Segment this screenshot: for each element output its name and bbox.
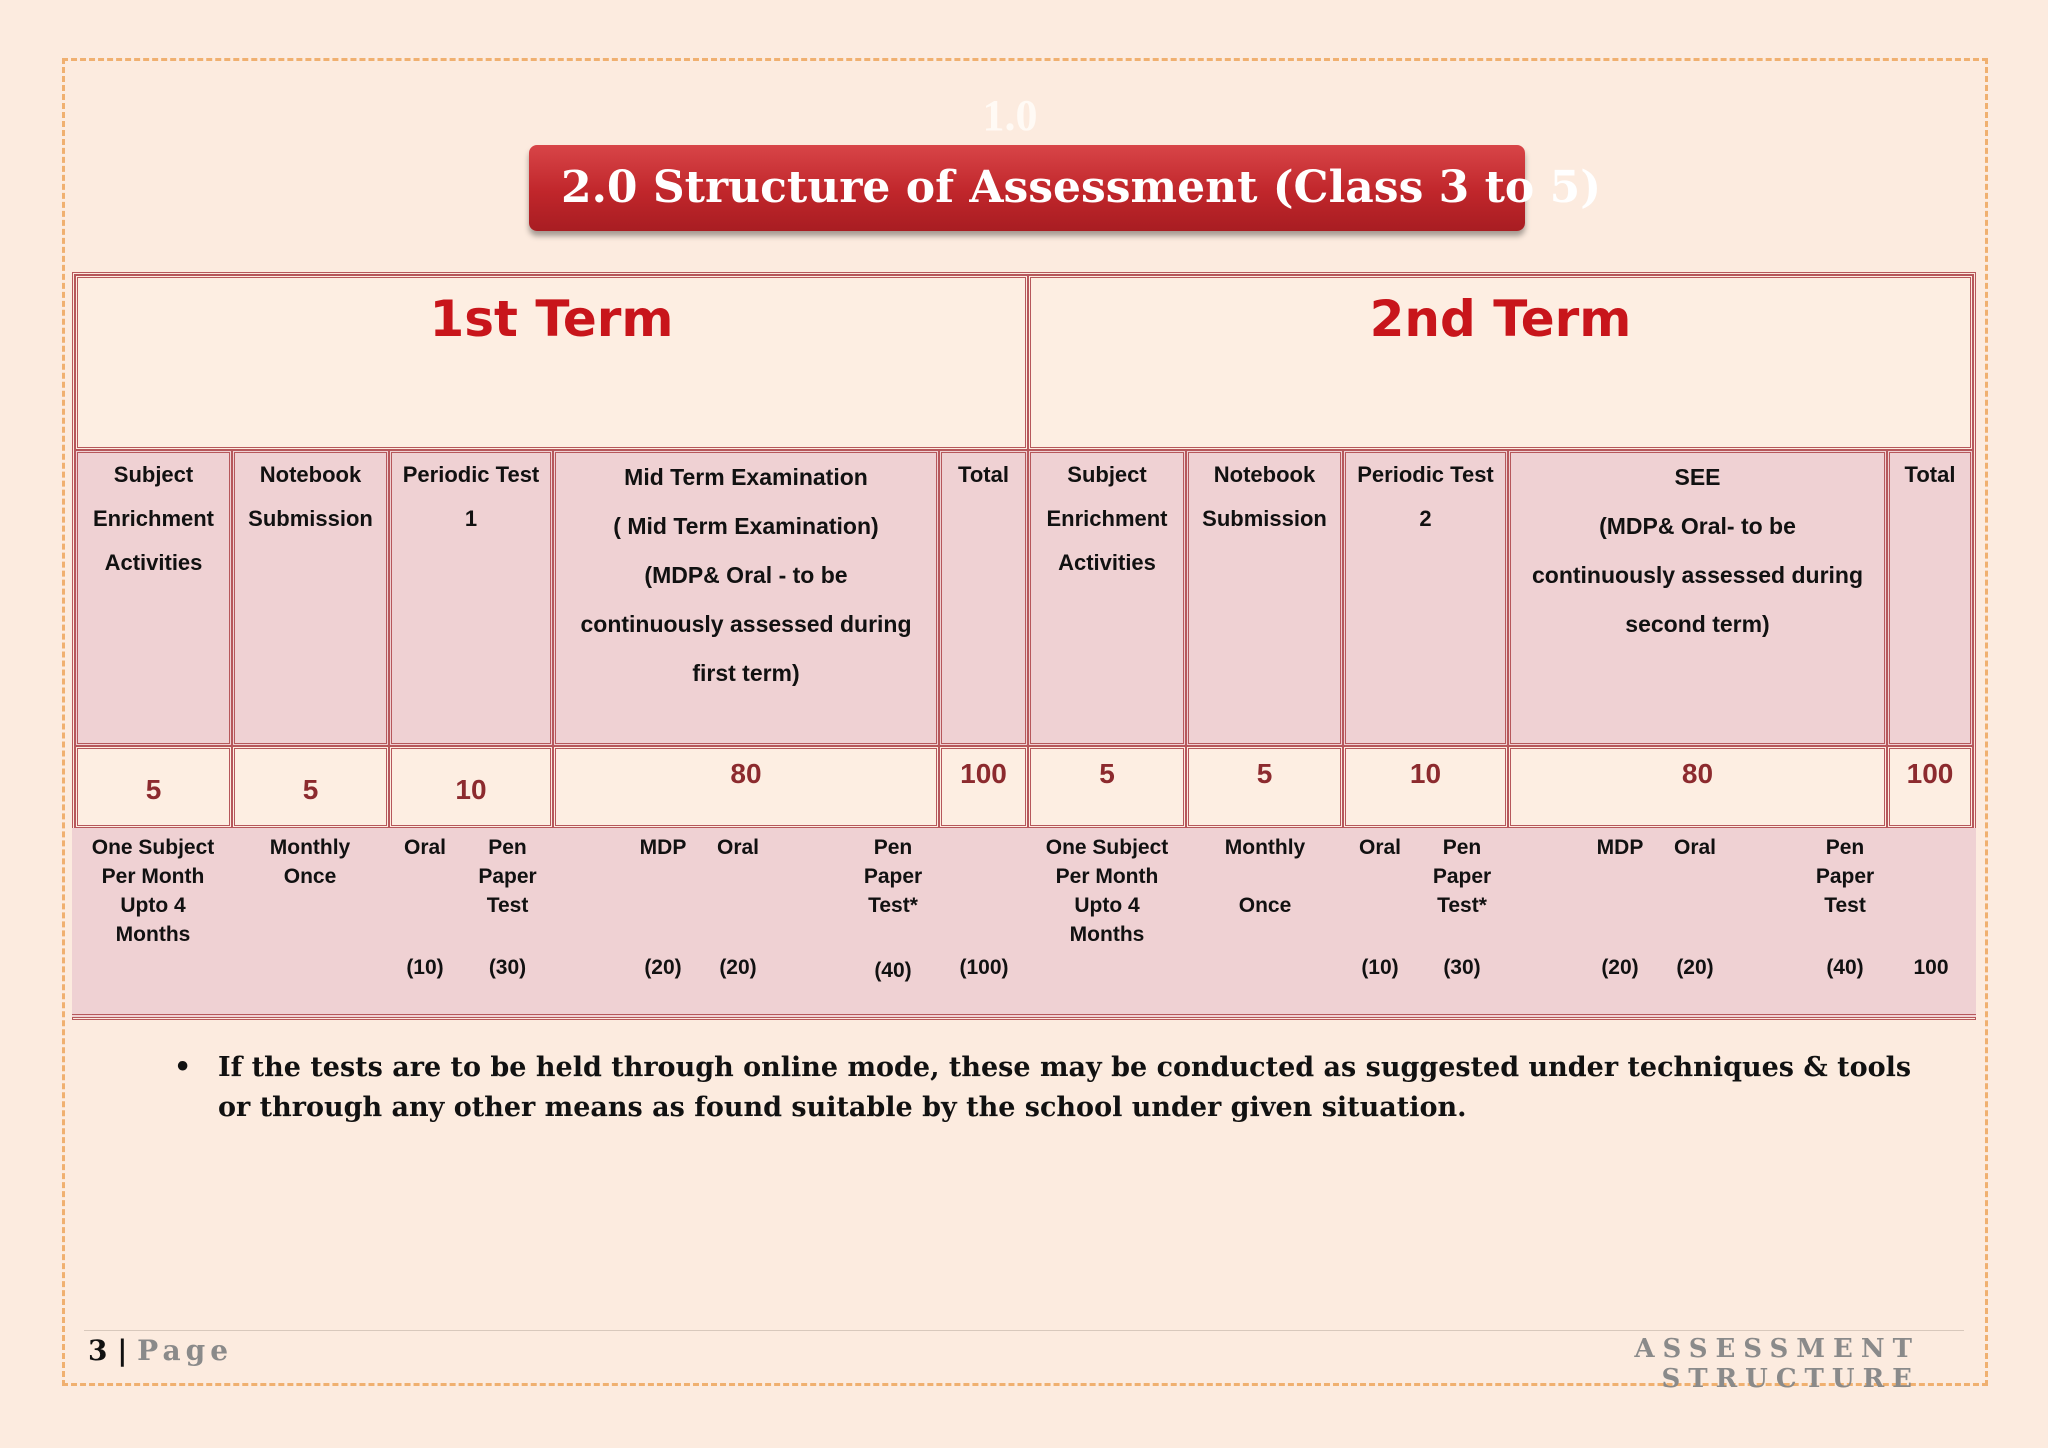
col-header: Periodic Test 1	[389, 450, 553, 746]
footer-divider	[84, 1330, 1964, 1331]
page-word: Page	[137, 1334, 234, 1367]
term-1-header	[75, 275, 1028, 450]
marks-value: 80	[1508, 746, 1887, 828]
section-name: ASSESSMENT STRUCTURE	[1634, 1334, 1920, 1394]
page-num: 3	[88, 1334, 108, 1367]
sub-label: Oral	[1673, 836, 1717, 859]
col-header: Mid Term Examination ( Mid Term Examination) (MDP& Oral - to be continuously assessed during first term)	[553, 450, 939, 746]
sub-label: One Subject Per Month Upto 4 Months	[91, 836, 215, 946]
col-header: Notebook Submission	[1186, 450, 1343, 746]
note-text: If the tests are to be held through online mode, these may be conducted as suggested under techniques & tools or through any other means as found suitable by the school under given situation.	[218, 1052, 1912, 1123]
sub-label: Pen Paper Test*	[1432, 836, 1492, 917]
marks-value: 5	[1186, 746, 1343, 828]
term-2-title: 2nd Term	[1369, 290, 1632, 348]
sub-label: Pen Paper Test	[478, 836, 537, 917]
col-header: Subject Enrichment Activities	[75, 450, 232, 746]
sub-marks: (10)	[406, 956, 444, 979]
sub-label: Oral	[403, 836, 447, 859]
marks-value: 10	[389, 746, 553, 828]
ghost-heading: 1.0	[982, 91, 1038, 140]
col-header: SEE (MDP& Oral- to be continuously assessed during second term)	[1508, 450, 1887, 746]
sub-marks: (40)	[874, 959, 912, 982]
sub-marks: (20)	[719, 956, 757, 979]
sub-label: Pen Paper Test	[1815, 836, 1875, 917]
col-header: Subject Enrichment Activities	[1028, 450, 1186, 746]
sub-marks: (20)	[644, 956, 682, 979]
term-2-header	[1028, 275, 1973, 450]
marks-value: 100	[939, 746, 1028, 828]
sub-marks: (100)	[959, 956, 1009, 979]
sub-marks: (20)	[1676, 956, 1714, 979]
sub-label: Oral	[716, 836, 760, 859]
marks-value: 80	[553, 746, 939, 828]
marks-value: 100	[1887, 746, 1973, 828]
col-header: Total	[939, 450, 1028, 746]
marks-value: 10	[1343, 746, 1508, 828]
sub-label: Oral	[1358, 836, 1402, 859]
term-1-title: 1st Term	[429, 290, 674, 348]
page-sep: |	[107, 1334, 138, 1367]
col-header: Notebook Submission	[232, 450, 389, 746]
col-header: Periodic Test 2	[1343, 450, 1508, 746]
bullet-icon: •	[174, 1052, 192, 1083]
sub-marks: (30)	[488, 956, 527, 979]
sub-label: MDP	[639, 836, 687, 859]
sub-label: Monthly Once	[1224, 836, 1306, 917]
sub-label: One Subject Per Month Upto 4 Months	[1045, 836, 1169, 946]
sub-marks: (40)	[1826, 956, 1864, 979]
sub-label: Pen Paper Test*	[863, 836, 923, 917]
marks-value: 5	[75, 746, 232, 828]
sub-label: MDP	[1596, 836, 1644, 859]
sub-marks: (20)	[1601, 956, 1639, 979]
marks-value: 5	[1028, 746, 1186, 828]
sub-marks: (30)	[1443, 956, 1481, 979]
sub-marks: 100	[1913, 956, 1949, 979]
col-header: Total	[1887, 450, 1973, 746]
sub-marks: (10)	[1361, 956, 1399, 979]
sub-label: Monthly Once	[269, 836, 351, 888]
section-title-banner: 2.0 Structure of Assessment (Class 3 to 5)	[529, 145, 1525, 231]
marks-value: 5	[232, 746, 389, 828]
page-number	[88, 1334, 233, 1367]
